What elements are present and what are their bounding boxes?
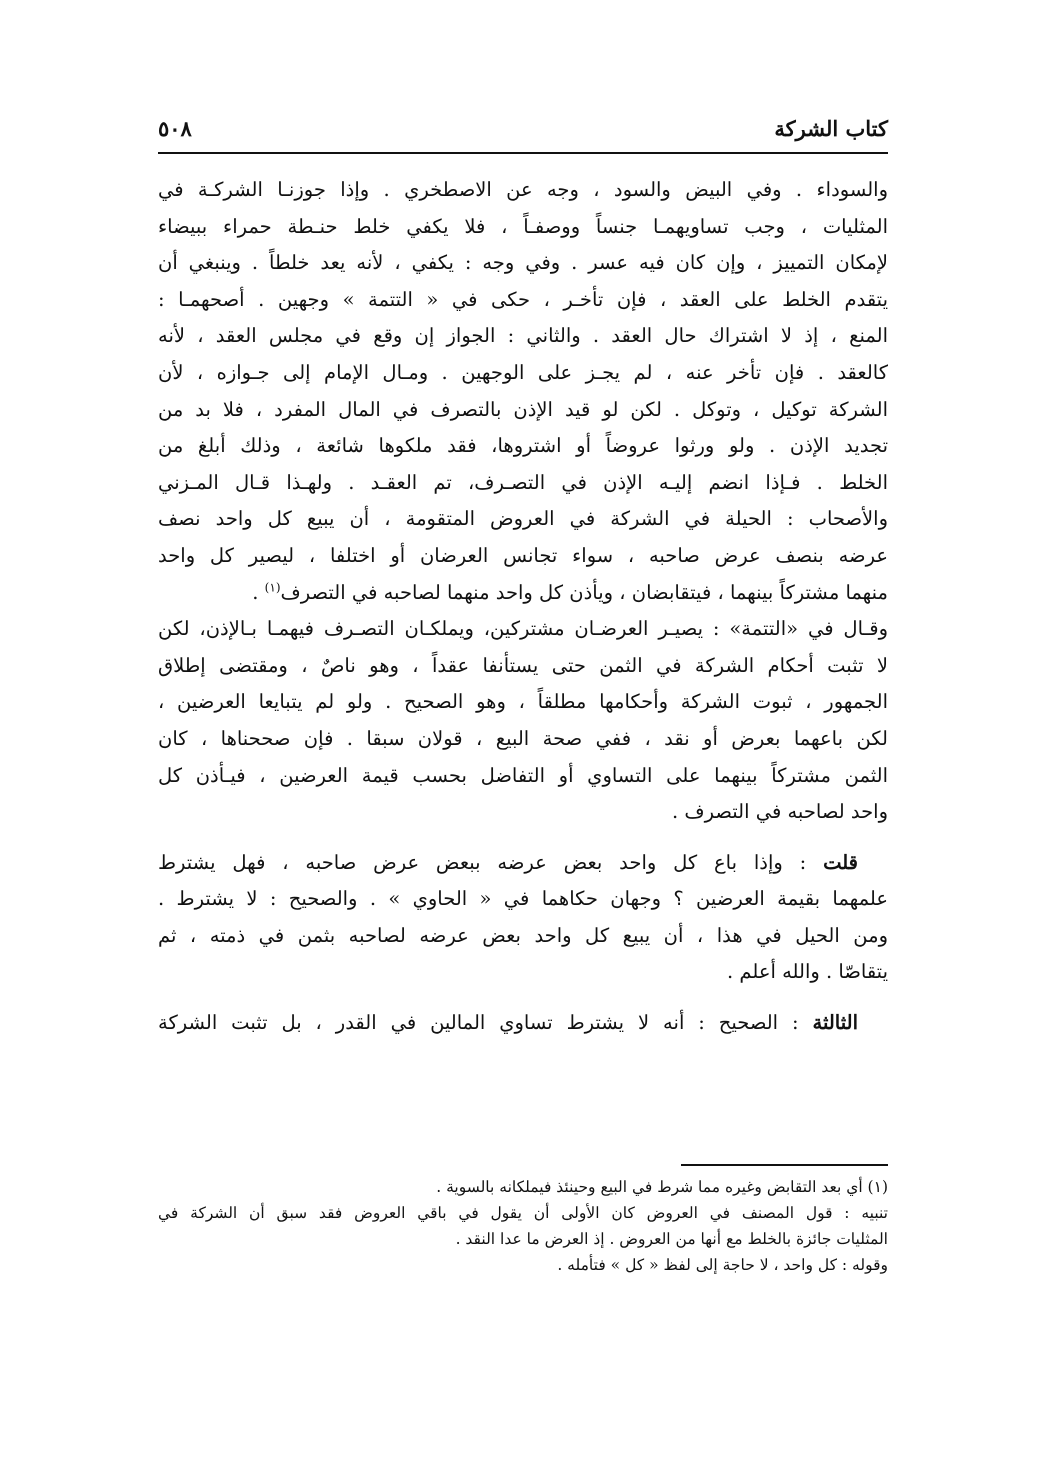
paragraph-qultu-first-line — [158, 845, 888, 882]
text-line-content: : الصحيح : أنه لا يشترط تساوي المالين في القدر ، بل تثبت الشركة — [158, 1011, 799, 1035]
text-line: الجمهور ، ثبوت الشركة وأحكامها مطلقاً ، وهو الصحيح . ولو لم يتبايعا العرضين ، — [158, 690, 888, 714]
header-rule — [158, 152, 888, 154]
footnote-rule — [681, 1164, 888, 1166]
text-line-content: منهما مشتركاً بينهما ، فيتقابضان ، ويأذن كل واحد منهما لصاحبه في التصرف — [280, 580, 888, 604]
text-line: تجديد الإذن . ولو ورثوا عروضاً أو اشتروها، فقد ملكوها شائعة ، وذلك أبلغ من — [158, 434, 888, 458]
footnote-line: (١) أي بعد التقابض وغيره مما شرط في البيع وحينئذ فيملكانه بالسوية . — [436, 1178, 888, 1196]
footnotes — [158, 1174, 888, 1278]
text-line: وقـال في «التتمة» : يصيـر العرضـان مشتركين، ويملكـان التصـرف فيهمـا بـالإذن، لكن — [158, 617, 888, 641]
text-line: عرضه بنصف عرض صاحبه ، سواء تجانس العرضان أو اختلفا ، ليصير كل واحد — [158, 543, 888, 567]
paragraph-lead-word: قلت — [823, 850, 858, 874]
text-line: كالعقد . فإن تأخر عنه ، لم يجـز على الوجهين . ومـال الإمام إلى جـوازه ، لأن — [158, 360, 888, 384]
text-line: والسوداء . وفي البيض والسود ، وجه عن الاصطخري . وإذا جوزنـا الشركـة في — [158, 178, 888, 201]
running-title: كتاب الشركة — [774, 116, 888, 141]
text-line-tail: . — [252, 580, 265, 604]
text-line: المثليات ، وجب تساويهمـا جنساً ووصفـاً ، فلا يكفي خلط حنـطة حمراء ببيضاء — [158, 214, 888, 238]
text-line: لإمكان التمييز ، وإن كان فيه عسر . وفي وجه : يكفي ، لأنه يعد خلطاً . وينبغي أن — [158, 251, 888, 275]
text-line: ومن الحيل في هذا ، أن يبيع كل واحد بعض عرضه لصاحبه بثمن في ذمته ، ثم — [158, 923, 888, 947]
text-line-content: : وإذا باع كل واحد بعض عرضه ببعض عرض صاحبه ، فهل يشترط — [158, 850, 807, 874]
text-line: الخلط . فـإذا انضم إليـه الإذن في التصـرف، تم العقـد . ولهـذا قـال المـزني — [158, 470, 888, 494]
text-line: يتقاصّا . والله أعلم . — [727, 960, 888, 984]
page-number: ٥٠٨ — [158, 116, 192, 141]
paragraph-third-first-line — [158, 1005, 888, 1042]
text-line: الشركة توكيل ، وتوكل . لكن لو قيد الإذن بالتصرف في المال المفرد ، فلا بد من — [158, 397, 888, 421]
running-head — [158, 114, 888, 150]
text-line: المنع ، إذ لا اشتراك حال العقد . والثاني : الجواز إن وقع في مجلس العقد ، لأنه — [158, 324, 888, 348]
text-line: الثمن مشتركاً بينهما على التساوي أو التفاضل بحسب قيمة العرضين ، فيـأذن كل — [158, 763, 888, 787]
text-line: يتقدم الخلط على العقد ، فإن تأخـر ، حكى في « التتمة » وجهين . أصحهمـا : — [158, 287, 888, 311]
footnote-line: وقوله : كل واحد ، لا حاجة إلى لفظ « كل » فتأمله . — [557, 1256, 888, 1274]
paragraph-gap — [158, 991, 888, 1005]
main-text — [158, 172, 888, 1042]
text-line: لكن باعهما بعرض أو نقد ، ففي صحة البيع ، قولان سبقا . فإن صححناها ، كان — [158, 726, 888, 750]
text-line: علمهما بقيمة العرضين ؟ وجهان حكاهما في « الحاوي » . والصحيح : لا يشترط . — [158, 887, 888, 911]
footnote-line: المثليات جائزة بالخلط مع أنها من العروض . إذ العرض ما عدا النقد . — [455, 1230, 888, 1248]
text-line: واحد لصاحبه في التصرف . — [671, 800, 888, 824]
text-line-with-footnote — [158, 575, 888, 612]
text-line: والأصحاب : الحيلة في الشركة في العروض المتقومة ، أن يبيع كل واحد نصف — [158, 507, 888, 531]
footnote-marker: (١) — [264, 580, 281, 595]
paragraph-lead-word: الثالثة — [812, 1011, 858, 1035]
text-line: لا تثبت أحكام الشركة في الثمن حتى يستأنفا عقداً ، وهو ناصٌ ، ومقتضى إطلاق — [158, 653, 888, 677]
footnote-line: تنبيه : قول المصنف في العروض كان الأولى أن يقول في باقي العروض فقد سبق أن الشركة في — [158, 1204, 888, 1222]
paragraph-gap — [158, 831, 888, 845]
